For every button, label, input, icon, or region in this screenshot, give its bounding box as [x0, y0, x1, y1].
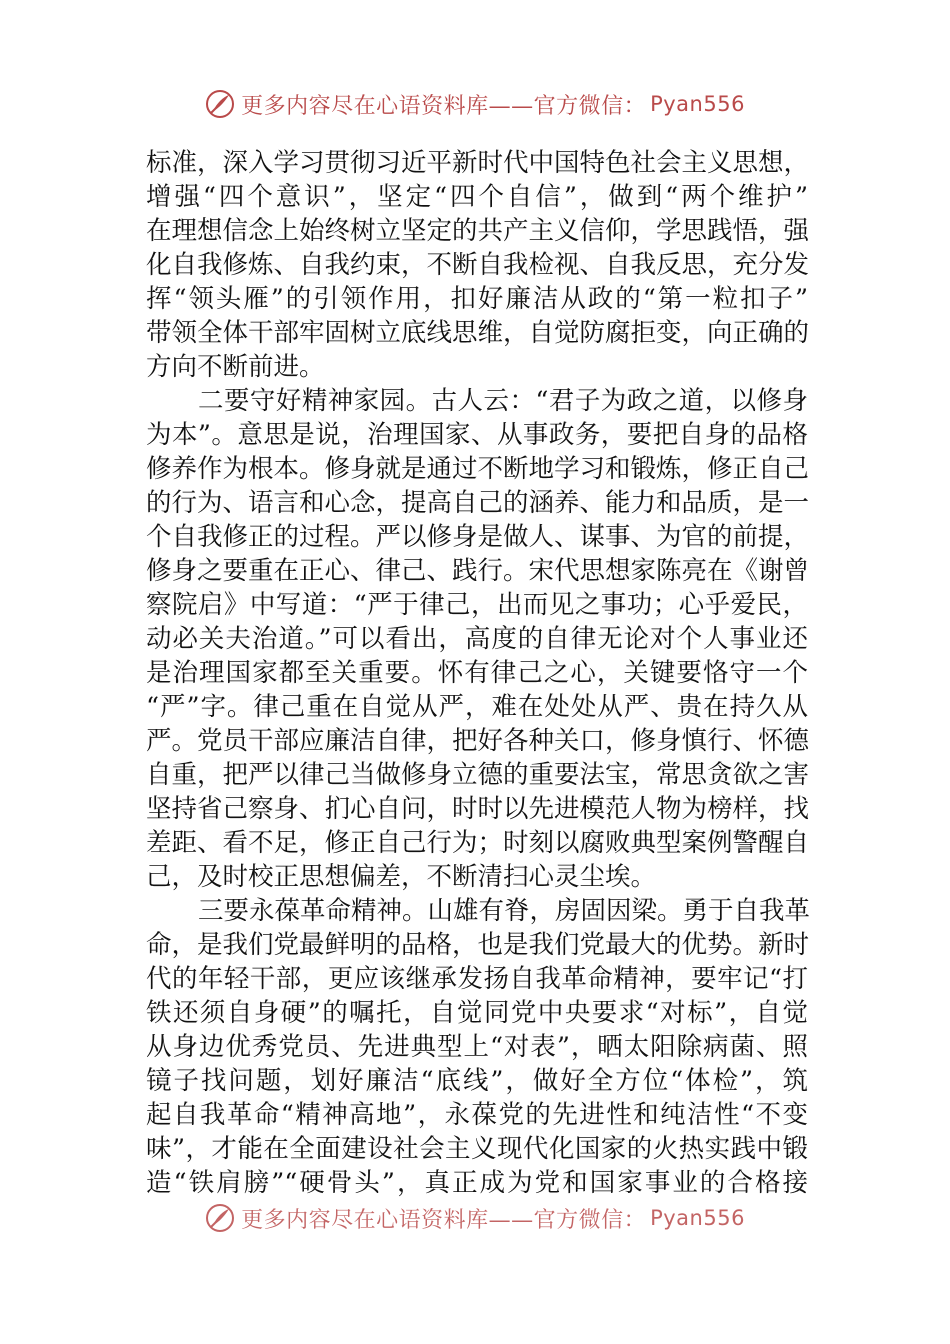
watermark-wechat-id: Pyan556: [650, 1206, 745, 1230]
watermark-footer: [0, 1198, 950, 1238]
paragraph-revolutionary-spirit: [146, 894, 811, 1200]
text-line: 镜子找问题，划好廉洁“底线”，做好全方位“体检”，筑: [146, 1066, 808, 1096]
paragraph-spiritual-home: [146, 384, 808, 894]
text-line: 差距、看不足，修正自己行为；时刻以腐败典型案例警醒自: [146, 828, 810, 858]
text-line: 增强“四个意识”，坚定“四个自信”，做到“两个维护”: [146, 182, 808, 212]
text-line: 动必关夫治道。”可以看出，高度的自律无论对个人事业还: [146, 624, 808, 654]
text-line: 起自我革命“精神高地”，永葆党的先进性和纯洁性“不变: [146, 1100, 808, 1130]
text-line: 三要永葆革命精神。山雄有脊，房固因梁。勇于自我革: [198, 896, 811, 926]
text-line: 味”，才能在全面建设社会主义现代化国家的火热实践中锻: [146, 1134, 808, 1164]
text-line: 为本”。意思是说，治理国家、从事政务，要把自身的品格: [146, 420, 808, 450]
text-line: 严。党员干部应廉洁自律，把好各种关口，修身慎行、怀德: [146, 726, 810, 756]
text-line: 命，是我们党最鲜明的品格，也是我们党最大的优势。新时: [146, 930, 810, 960]
text-line: 自重，把严以律己当做修身立德的重要法宝，常思贪欲之害: [146, 760, 810, 790]
text-line: 从身边优秀党员、先进典型上“对表”，晒太阳除病菌、照: [146, 1032, 808, 1062]
feather-logo-icon: [205, 89, 235, 119]
text-line: 己，及时校正思想偏差，不断清扫心灵尘埃。: [146, 862, 657, 892]
text-line: 二要守好精神家园。古人云：“君子为政之道，以修身: [198, 386, 808, 416]
watermark-text: 更多内容尽在心语资料库——官方微信：: [241, 93, 647, 119]
text-line: 是治理国家都至关重要。怀有律己之心，关键要恪守一个: [146, 658, 808, 688]
text-line: 个自我修正的过程。严以修身是做人、谋事、为官的前提，: [146, 522, 810, 552]
text-line: 造“铁肩膀”“硬骨头”，真正成为党和国家事业的合格接: [146, 1168, 808, 1198]
text-line: 化自我修炼、自我约束，不断自我检视、自我反思，充分发: [146, 250, 810, 280]
text-line: 代的年轻干部，更应该继承发扬自我革命精神，要牢记“打: [146, 964, 808, 994]
text-line: “严”字。律己重在自觉从严，难在处处从严、贵在持久从: [146, 692, 808, 722]
text-line: 修身之要重在正心、律己、践行。宋代思想家陈亮在《谢曾: [146, 556, 810, 586]
watermark-text: 更多内容尽在心语资料库——官方微信：: [241, 1207, 647, 1233]
text-line: 标准，深入学习贯彻习近平新时代中国特色社会主义思想，: [146, 148, 810, 178]
watermark-header: [0, 84, 950, 124]
document-body: [146, 146, 811, 1200]
text-line: 修养作为根本。修身就是通过不断地学习和锻炼，修正自己: [146, 454, 810, 484]
watermark-wechat-id: Pyan556: [650, 92, 745, 116]
text-line: 挥“领头雁”的引领作用，扣好廉洁从政的“第一粒扣子”: [146, 284, 808, 314]
text-line: 的行为、语言和心念，提高自己的涵养、能力和品质，是一: [146, 488, 810, 518]
feather-logo-icon: [205, 1203, 235, 1233]
text-line: 方向不断前进。: [146, 352, 325, 382]
text-line: 铁还须自身硬”的嘱托，自觉同党中央要求“对标”，自觉: [146, 998, 808, 1028]
text-line: 带领全体干部牢固树立底线思维，自觉防腐拒变，向正确的: [146, 318, 810, 348]
text-line: 坚持省己察身、扪心自问，时时以先进模范人物为榜样，找: [146, 794, 810, 824]
text-line: 在理想信念上始终树立坚定的共产主义信仰，学思践悟，强: [146, 216, 810, 246]
paragraph-continuation: [146, 146, 808, 384]
text-line: 察院启》中写道：“严于律己，出而见之事功；心乎爱民，: [146, 590, 808, 620]
